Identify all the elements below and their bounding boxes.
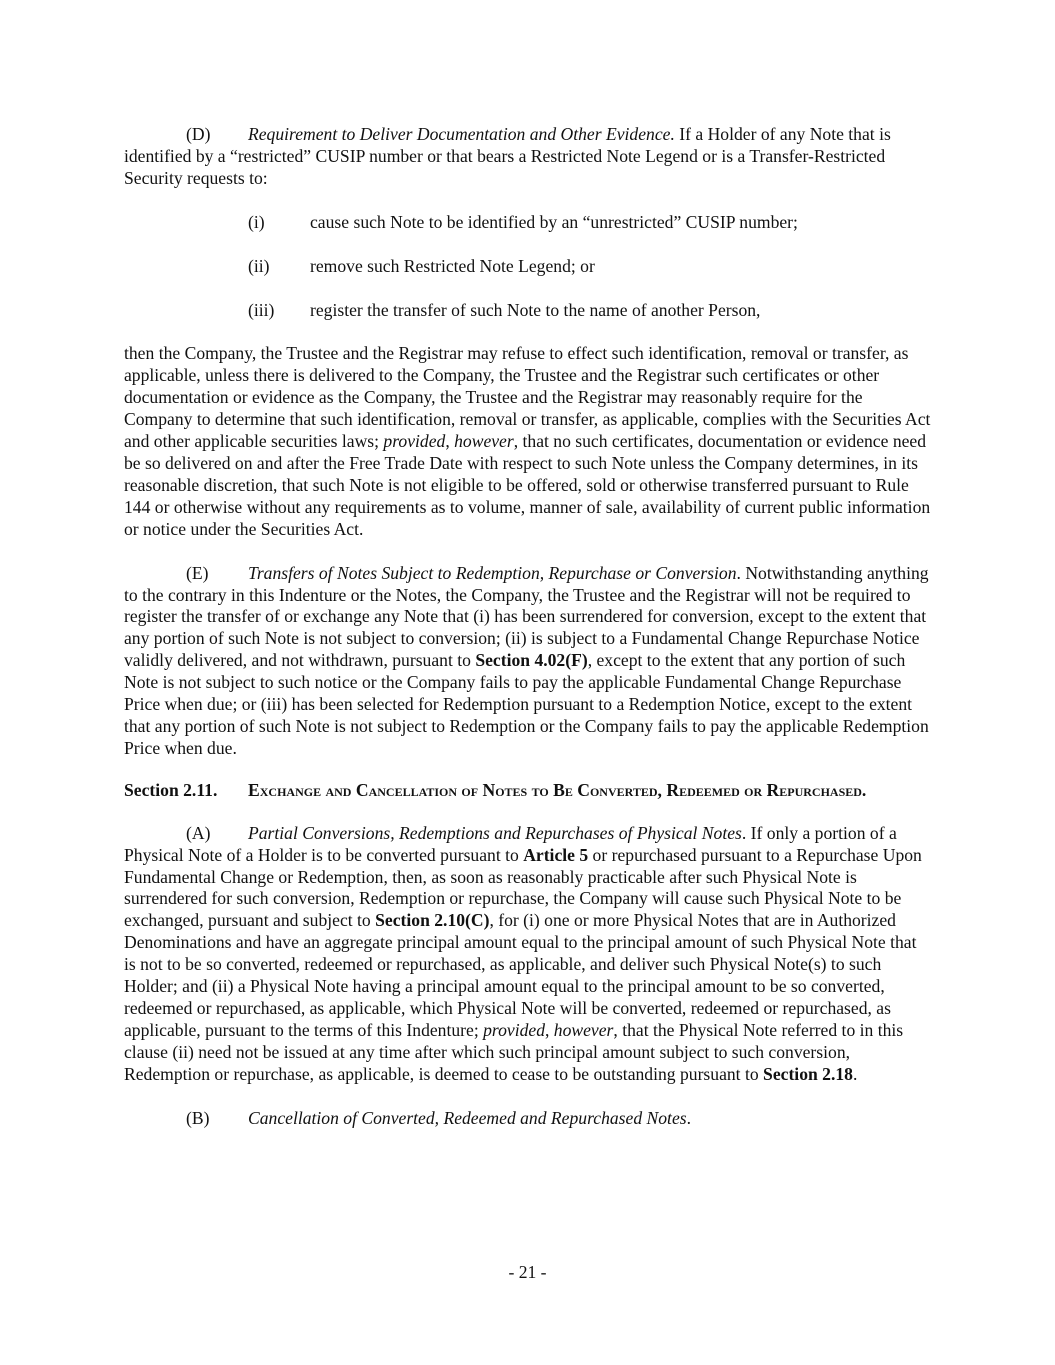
- section-title: Exchange and Cancellation of Notes to Be Converted, Redeemed or Repurchased.: [248, 779, 867, 800]
- separator-comma: ,: [545, 1019, 554, 1040]
- section-reference: Section 2.10(C): [375, 910, 490, 931]
- section-reference: Section 4.02(F): [475, 650, 588, 671]
- list-item-number: (i): [248, 211, 265, 232]
- article-reference: Article 5: [523, 844, 589, 865]
- separator-comma: ,: [445, 431, 455, 452]
- paragraph-d-title: Requirement to Deliver Documentation and Other Evidence.: [248, 124, 675, 144]
- list-item: [248, 212, 932, 234]
- paragraph-d-cont-text2: , that no such certificates, documentation or evidence need be so delivered on and after the Free Trade Date with respect to such Note unless the Company determines, in its reasonable discretion, that such Note is not eligible to be offered, sold or otherwise transferred pursuant to Rule 144 or otherwise without any requirements as to volume, manner of sale, availability of current public information or notice under the Securities Act.: [124, 431, 931, 539]
- numbered-list: [248, 212, 932, 322]
- however-term: however: [553, 1019, 614, 1040]
- however-term: however: [454, 431, 514, 452]
- paragraph-d-cont-text1: then the Company, the Trustee and the Registrar may refuse to effect such identification, removal or transfer, as applicable, unless there is delivered to the Company, the Trustee and the Registrar such certificates or other documentation or evidence as the Company, the Trustee and the Registrar may reasonably require for the Company to determine that such identification, removal or transfer, as applicable, complies with the Securities Act and other applicable securities laws;: [124, 343, 931, 452]
- paragraph-a-text4: , that the Physical Note referred to in this clause (ii) need not be issued at any time after which such principal amount subject to such conversion, Redemption or repurchase, as applicable, is deemed to cease to be outstanding pursuant to: [124, 1019, 904, 1084]
- paragraph-b-title: Cancellation of Converted, Redeemed and Repurchased Notes: [248, 1107, 687, 1128]
- paragraph-e-label: (E): [186, 562, 209, 583]
- paragraph-d-continuation: [124, 343, 932, 540]
- list-item-text: register the transfer of such Note to the name of another Person,: [310, 299, 761, 320]
- paragraph-b: [124, 1108, 932, 1130]
- provided-term: provided: [483, 1019, 545, 1040]
- paragraph-e-text1: . Notwithstanding anything to the contrary in this Indenture or the Notes, the Company, the Trustee and the Registrar will not be required to register the transfer of or exchange any Note that (i) has been surrendered for conversion, except to the extent that any portion of such Note is not subject to conversion; (ii) is subject to a Fundamental Change Repurchase Notice validly delivered, and not withdrawn, pursuant to: [124, 562, 929, 671]
- paragraph-e-title: Transfers of Notes Subject to Redemption, Repurchase or Conversion: [248, 562, 737, 583]
- paragraph-a-title: Partial Conversions, Redemptions and Repurchases of Physical Notes: [248, 822, 742, 843]
- paragraph-e: [124, 563, 932, 760]
- page-number: - 21 -: [508, 1262, 547, 1282]
- provided-term: provided: [383, 431, 446, 452]
- paragraph-a: [124, 823, 932, 1086]
- paragraph-b-text: .: [686, 1107, 692, 1128]
- paragraph-b-label: (B): [186, 1107, 210, 1128]
- paragraph-a-text3: , for (i) one or more Physical Notes that are in Authorized Denominations and have an aggregate principal amount equal to the principal amount of such Physical Note that is not to be so converted, redeemed or repurchased, as applicable, and deliver such Physical Note(s) to such Holder; and (ii) a Physical Note having a principal amount equal to the principal amount to be so converted, redeemed or repurchased, as applicable, which Physical Note will be converted, redeemed or repurchased, as applicable, pursuant to the terms of this Indenture;: [124, 910, 917, 1040]
- section-number: Section 2.11.: [124, 779, 218, 800]
- paragraph-d: [124, 124, 932, 190]
- paragraph-a-label: (A): [186, 822, 211, 843]
- document-page: [124, 124, 932, 1130]
- paragraph-a-text5: .: [852, 1063, 858, 1084]
- list-item-number: (iii): [248, 299, 275, 320]
- paragraph-e-text2: , except to the extent that any portion of such Note is not subject to such notice or the Company fails to pay the applicable Fundamental Change Repurchase Price when due; or (iii) has been selected for Redemption pursuant to a Redemption Notice, except to the extent that any portion of such Note is not subject to Redemption or the Company fails to pay the applicable Redemption Price when due.: [124, 650, 929, 758]
- paragraph-a-text1: . If only a portion of a Physical Note of a Holder is to be converted pursuant to: [124, 822, 897, 865]
- section-reference: Section 2.18: [763, 1063, 853, 1084]
- section-heading: [124, 780, 932, 801]
- list-item-text: remove such Restricted Note Legend; or: [310, 255, 595, 276]
- list-item-text: cause such Note to be identified by an “unrestricted” CUSIP number;: [310, 211, 798, 232]
- list-item: [248, 256, 932, 278]
- paragraph-d-text: If a Holder of any Note that is identified by a “restricted” CUSIP number or that bears a Restricted Note Legend or is a Transfer-Restricted Security requests to:: [124, 124, 891, 188]
- paragraph-a-text2: or repurchased pursuant to a Repurchase Upon Fundamental Change or Redemption, then, as soon as reasonably practicable after such Physical Note is surrendered for such conversion, Redemption or repurchase, the Company will cause such Physical Note to be exchanged, pursuant and subject to: [124, 844, 922, 931]
- paragraph-d-label: (D): [186, 124, 211, 144]
- list-item: [248, 300, 932, 322]
- list-item-number: (ii): [248, 255, 270, 276]
